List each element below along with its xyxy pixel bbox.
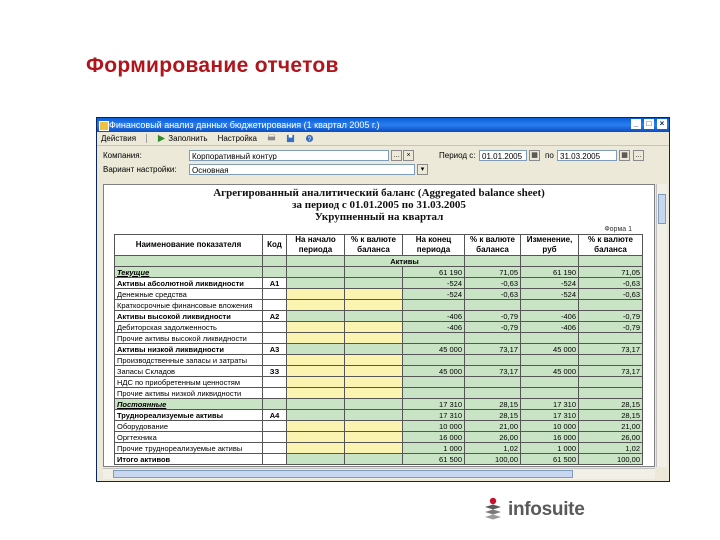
table-row bbox=[115, 278, 643, 289]
report-subtitle: Укрупненный на квартал bbox=[314, 211, 444, 223]
cell-v2[interactable]: 61 190 bbox=[403, 267, 465, 278]
cell-name[interactable]: Прочие активы высокой ликвидности bbox=[115, 333, 263, 344]
cell-name[interactable]: Итого активов bbox=[115, 454, 263, 465]
cell-name[interactable]: Активы низкой ликвидности bbox=[115, 344, 263, 355]
table-row bbox=[115, 267, 643, 278]
cell-p1[interactable] bbox=[345, 399, 403, 410]
table-row bbox=[115, 311, 643, 322]
cell-p3[interactable]: 26,00 bbox=[579, 432, 643, 443]
cell-v1[interactable] bbox=[287, 443, 345, 454]
cell-v1[interactable] bbox=[287, 399, 345, 410]
period-to-field[interactable]: 31.03.2005 bbox=[557, 150, 617, 161]
cell-p1[interactable] bbox=[345, 267, 403, 278]
cell-v1[interactable] bbox=[287, 366, 345, 377]
cell-p1[interactable] bbox=[345, 421, 403, 432]
cell-v2[interactable] bbox=[403, 377, 465, 388]
cell-code[interactable] bbox=[263, 333, 287, 344]
cell-p1[interactable] bbox=[345, 333, 403, 344]
cell-v1[interactable] bbox=[287, 432, 345, 443]
cell-code[interactable] bbox=[263, 432, 287, 443]
cell-code[interactable] bbox=[263, 454, 287, 465]
cell-p3[interactable]: 21,00 bbox=[579, 421, 643, 432]
table-header bbox=[115, 235, 643, 256]
table-row bbox=[115, 300, 643, 311]
cell-p1[interactable] bbox=[345, 300, 403, 311]
cell-p2[interactable]: 26,00 bbox=[465, 432, 521, 443]
cell-name[interactable]: Оргтехника bbox=[115, 432, 263, 443]
infosuite-logo bbox=[482, 497, 584, 523]
cell-v3[interactable]: 1 000 bbox=[521, 443, 579, 454]
cell-v1[interactable] bbox=[287, 300, 345, 311]
cell-p1[interactable] bbox=[345, 454, 403, 465]
cell-p2[interactable]: 1,02 bbox=[465, 443, 521, 454]
table-row bbox=[115, 421, 643, 432]
table-row bbox=[115, 454, 643, 465]
column-header: Изменение, руб bbox=[521, 235, 579, 256]
cell-v1[interactable] bbox=[287, 355, 345, 366]
section-assets-label: Активы bbox=[345, 256, 465, 267]
cell-code[interactable] bbox=[263, 355, 287, 366]
cell-p2[interactable]: 73,17 bbox=[465, 344, 521, 355]
cell-p2[interactable]: -0,63 bbox=[465, 289, 521, 300]
horizontal-scrollbar[interactable] bbox=[103, 468, 655, 479]
cell-v1[interactable] bbox=[287, 421, 345, 432]
column-header: % к валюте баланса bbox=[345, 235, 403, 256]
cell-v3[interactable]: -406 bbox=[521, 311, 579, 322]
cell-v3[interactable] bbox=[521, 355, 579, 366]
cell-code[interactable]: А1 bbox=[263, 278, 287, 289]
cell-name[interactable]: Активы высокой ликвидности bbox=[115, 311, 263, 322]
cell-name[interactable]: Прочие активы низкой ликвидности bbox=[115, 388, 263, 399]
toolbar bbox=[97, 132, 669, 146]
cell-v2[interactable]: -524 bbox=[403, 278, 465, 289]
cell-name[interactable]: Оборудование bbox=[115, 421, 263, 432]
cell-v3[interactable] bbox=[521, 333, 579, 344]
cell-v2[interactable] bbox=[403, 355, 465, 366]
cell-p2[interactable] bbox=[465, 333, 521, 344]
table-row bbox=[115, 289, 643, 300]
cell-name[interactable]: Запасы Складов bbox=[115, 366, 263, 377]
cell-p1[interactable] bbox=[345, 278, 403, 289]
cell-p2[interactable]: 21,00 bbox=[465, 421, 521, 432]
table-row bbox=[115, 432, 643, 443]
svg-text:?: ? bbox=[307, 135, 312, 143]
cell-v1[interactable] bbox=[287, 377, 345, 388]
cell-code[interactable] bbox=[263, 377, 287, 388]
cell-v2[interactable]: -524 bbox=[403, 289, 465, 300]
cell-p2[interactable]: -0,79 bbox=[465, 311, 521, 322]
cell-name[interactable]: Денежные средства bbox=[115, 289, 263, 300]
cell-v1[interactable] bbox=[287, 454, 345, 465]
cell-p2[interactable]: 28,15 bbox=[465, 399, 521, 410]
close-button[interactable]: × bbox=[657, 119, 667, 129]
cell-v3[interactable]: 61 190 bbox=[521, 267, 579, 278]
column-header: % к валюте баланса bbox=[579, 235, 643, 256]
minimize-button[interactable]: _ bbox=[631, 119, 641, 129]
cell-p3[interactable]: 1,02 bbox=[579, 443, 643, 454]
cell-code[interactable] bbox=[263, 388, 287, 399]
column-header: % к валюте баланса bbox=[465, 235, 521, 256]
cell-v2[interactable]: 16 000 bbox=[403, 432, 465, 443]
cell-v2[interactable]: 45 000 bbox=[403, 344, 465, 355]
cell-p3[interactable]: -0,63 bbox=[579, 278, 643, 289]
cell-p1[interactable] bbox=[345, 377, 403, 388]
cell-v3[interactable]: 16 000 bbox=[521, 432, 579, 443]
print-icon[interactable] bbox=[267, 134, 276, 143]
cell-p2[interactable]: 100,00 bbox=[465, 454, 521, 465]
report-title: Агрегированный аналитический баланс (Aggregated balance sheet) bbox=[213, 187, 545, 199]
cell-p3[interactable] bbox=[579, 333, 643, 344]
cell-p3[interactable]: 73,17 bbox=[579, 344, 643, 355]
logo-text: infosuite bbox=[508, 499, 585, 520]
cell-v2[interactable] bbox=[403, 388, 465, 399]
cell-code[interactable]: А3 bbox=[263, 344, 287, 355]
window-title: Финансовый анализ данных бюджетирования (1 квартал 2005 г.) bbox=[109, 120, 380, 130]
cell-p1[interactable] bbox=[345, 311, 403, 322]
cell-code[interactable] bbox=[263, 399, 287, 410]
cell-p3[interactable]: 100,00 bbox=[579, 454, 643, 465]
variant-field[interactable]: Основная bbox=[189, 164, 415, 175]
cell-v1[interactable] bbox=[287, 333, 345, 344]
table-row bbox=[115, 355, 643, 366]
variant-dropdown-button[interactable]: ▾ bbox=[417, 164, 428, 175]
cell-name[interactable]: Текущие bbox=[115, 267, 263, 278]
cell-v3[interactable]: 17 310 bbox=[521, 410, 579, 421]
cell-code[interactable]: ЗЗ bbox=[263, 366, 287, 377]
help-icon[interactable] bbox=[305, 134, 314, 143]
maximize-button[interactable]: □ bbox=[644, 119, 654, 129]
company-label: Компания: bbox=[103, 151, 142, 160]
cell-code[interactable] bbox=[263, 267, 287, 278]
cell-name[interactable]: Активы абсолютной ликвидности bbox=[115, 278, 263, 289]
cell-p3[interactable] bbox=[579, 388, 643, 399]
period-to-calendar-button[interactable]: ▦ bbox=[619, 150, 630, 161]
cell-v1[interactable] bbox=[287, 410, 345, 421]
cell-p2[interactable]: 28,15 bbox=[465, 410, 521, 421]
cell-code[interactable] bbox=[263, 289, 287, 300]
cell-p3[interactable]: 71,05 bbox=[579, 267, 643, 278]
company-field[interactable]: Корпоративный контур bbox=[189, 150, 389, 161]
cell-p3[interactable]: 28,15 bbox=[579, 399, 643, 410]
cell-v3[interactable] bbox=[521, 300, 579, 311]
fill-button-label: Заполнить bbox=[168, 134, 208, 143]
cell-v1[interactable] bbox=[287, 388, 345, 399]
cell-p3[interactable] bbox=[579, 377, 643, 388]
cell-v1[interactable] bbox=[287, 267, 345, 278]
cell-v3[interactable]: -524 bbox=[521, 289, 579, 300]
cell-p2[interactable]: 71,05 bbox=[465, 267, 521, 278]
cell-v3[interactable]: -524 bbox=[521, 278, 579, 289]
cell-v2[interactable] bbox=[403, 333, 465, 344]
cell-v1[interactable] bbox=[287, 278, 345, 289]
cell-v2[interactable]: 61 500 bbox=[403, 454, 465, 465]
section-row-assets bbox=[115, 256, 643, 267]
cell-p3[interactable] bbox=[579, 300, 643, 311]
cell-code[interactable] bbox=[263, 421, 287, 432]
cell-v3[interactable]: 17 310 bbox=[521, 399, 579, 410]
period-to-label: по bbox=[545, 151, 554, 160]
cell-p2[interactable] bbox=[465, 388, 521, 399]
cell-v2[interactable]: 10 000 bbox=[403, 421, 465, 432]
cell-p1[interactable] bbox=[345, 410, 403, 421]
table-row bbox=[115, 344, 643, 355]
cell-p3[interactable]: -0,79 bbox=[579, 311, 643, 322]
table-row bbox=[115, 322, 643, 333]
column-header: Код bbox=[263, 235, 287, 256]
table-row bbox=[115, 410, 643, 421]
cell-v2[interactable]: 1 000 bbox=[403, 443, 465, 454]
cell-v2[interactable]: -406 bbox=[403, 311, 465, 322]
period-from-field[interactable]: 01.01.2005 bbox=[479, 150, 527, 161]
fill-button[interactable] bbox=[157, 132, 208, 145]
period-label: Период с: bbox=[439, 151, 476, 160]
cell-v3[interactable]: 45 000 bbox=[521, 366, 579, 377]
period-from-calendar-button[interactable]: ▦ bbox=[529, 150, 540, 161]
column-header: На конец периода bbox=[403, 235, 465, 256]
cell-p1[interactable] bbox=[345, 366, 403, 377]
cell-name[interactable]: НДС по приобретенным ценностям bbox=[115, 377, 263, 388]
cell-name[interactable]: Труднореализуемые активы bbox=[115, 410, 263, 421]
cell-name[interactable]: Производственные запасы и затраты bbox=[115, 355, 263, 366]
cell-name[interactable]: Дебиторская задолженность bbox=[115, 322, 263, 333]
table-row bbox=[115, 443, 643, 454]
logo-mark-icon bbox=[482, 497, 504, 523]
window-titlebar[interactable] bbox=[97, 118, 669, 132]
cell-v3[interactable]: 61 500 bbox=[521, 454, 579, 465]
menu-settings[interactable]: Настройка bbox=[217, 134, 257, 143]
cell-p2[interactable] bbox=[465, 300, 521, 311]
cell-v3[interactable] bbox=[521, 377, 579, 388]
cell-name[interactable]: Краткосрочные финансовые вложения bbox=[115, 300, 263, 311]
vertical-scroll-thumb[interactable] bbox=[658, 194, 666, 224]
cell-p2[interactable] bbox=[465, 355, 521, 366]
cell-v3[interactable]: 45 000 bbox=[521, 344, 579, 355]
table-row bbox=[115, 333, 643, 344]
form-number: Форма 1 bbox=[604, 226, 632, 233]
table-row bbox=[115, 377, 643, 388]
variant-label: Вариант настройки: bbox=[103, 165, 177, 174]
cell-v1[interactable] bbox=[287, 322, 345, 333]
cell-p2[interactable] bbox=[465, 377, 521, 388]
vertical-scrollbar[interactable] bbox=[656, 184, 667, 467]
cell-p1[interactable] bbox=[345, 355, 403, 366]
cell-code[interactable] bbox=[263, 443, 287, 454]
cell-p1[interactable] bbox=[345, 432, 403, 443]
balance-table bbox=[114, 234, 643, 465]
cell-v1[interactable] bbox=[287, 289, 345, 300]
cell-p1[interactable] bbox=[345, 443, 403, 454]
cell-p3[interactable]: 73,17 bbox=[579, 366, 643, 377]
table-row bbox=[115, 366, 643, 377]
cell-p3[interactable]: -0,63 bbox=[579, 289, 643, 300]
column-header: Наименование показателя bbox=[115, 235, 263, 256]
cell-p1[interactable] bbox=[345, 289, 403, 300]
cell-name[interactable]: Постоянные bbox=[115, 399, 263, 410]
company-clear-button[interactable]: × bbox=[403, 150, 414, 161]
company-select-button[interactable]: … bbox=[393, 152, 400, 159]
cell-v2[interactable]: 17 310 bbox=[403, 410, 465, 421]
column-header: На начало периода bbox=[287, 235, 345, 256]
report-window bbox=[96, 117, 670, 482]
horizontal-scroll-thumb[interactable] bbox=[113, 470, 573, 478]
cell-v3[interactable] bbox=[521, 388, 579, 399]
cell-code[interactable]: А2 bbox=[263, 311, 287, 322]
cell-v3[interactable]: 10 000 bbox=[521, 421, 579, 432]
cell-v3[interactable]: -406 bbox=[521, 322, 579, 333]
cell-code[interactable] bbox=[263, 322, 287, 333]
cell-p2[interactable]: -0,79 bbox=[465, 322, 521, 333]
play-icon bbox=[157, 134, 166, 143]
cell-p2[interactable]: -0,63 bbox=[465, 278, 521, 289]
cell-p3[interactable]: -0,79 bbox=[579, 322, 643, 333]
cell-v1[interactable] bbox=[287, 311, 345, 322]
cell-p1[interactable] bbox=[345, 322, 403, 333]
cell-v2[interactable]: -406 bbox=[403, 322, 465, 333]
cell-name[interactable]: Прочие труднореализуемые активы bbox=[115, 443, 263, 454]
period-select-button[interactable]: … bbox=[635, 152, 642, 159]
cell-p3[interactable] bbox=[579, 355, 643, 366]
menu-actions[interactable]: Действия bbox=[101, 134, 137, 143]
cell-v2[interactable]: 45 000 bbox=[403, 366, 465, 377]
toolbar-separator bbox=[146, 134, 147, 143]
cell-p1[interactable] bbox=[345, 388, 403, 399]
cell-v1[interactable] bbox=[287, 344, 345, 355]
cell-p2[interactable]: 73,17 bbox=[465, 366, 521, 377]
cell-p1[interactable] bbox=[345, 344, 403, 355]
table-row bbox=[115, 388, 643, 399]
report-sheet[interactable] bbox=[103, 184, 655, 467]
report-period: за период с 01.01.2005 по 31.03.2005 bbox=[292, 199, 466, 211]
table-row bbox=[115, 399, 643, 410]
cell-code[interactable] bbox=[263, 300, 287, 311]
cell-v2[interactable]: 17 310 bbox=[403, 399, 465, 410]
cell-p3[interactable]: 28,15 bbox=[579, 410, 643, 421]
app-icon bbox=[99, 121, 109, 131]
slide-title: Формирование отчетов bbox=[86, 54, 339, 77]
save-icon[interactable] bbox=[286, 134, 295, 143]
cell-code[interactable]: А4 bbox=[263, 410, 287, 421]
cell-v2[interactable] bbox=[403, 300, 465, 311]
